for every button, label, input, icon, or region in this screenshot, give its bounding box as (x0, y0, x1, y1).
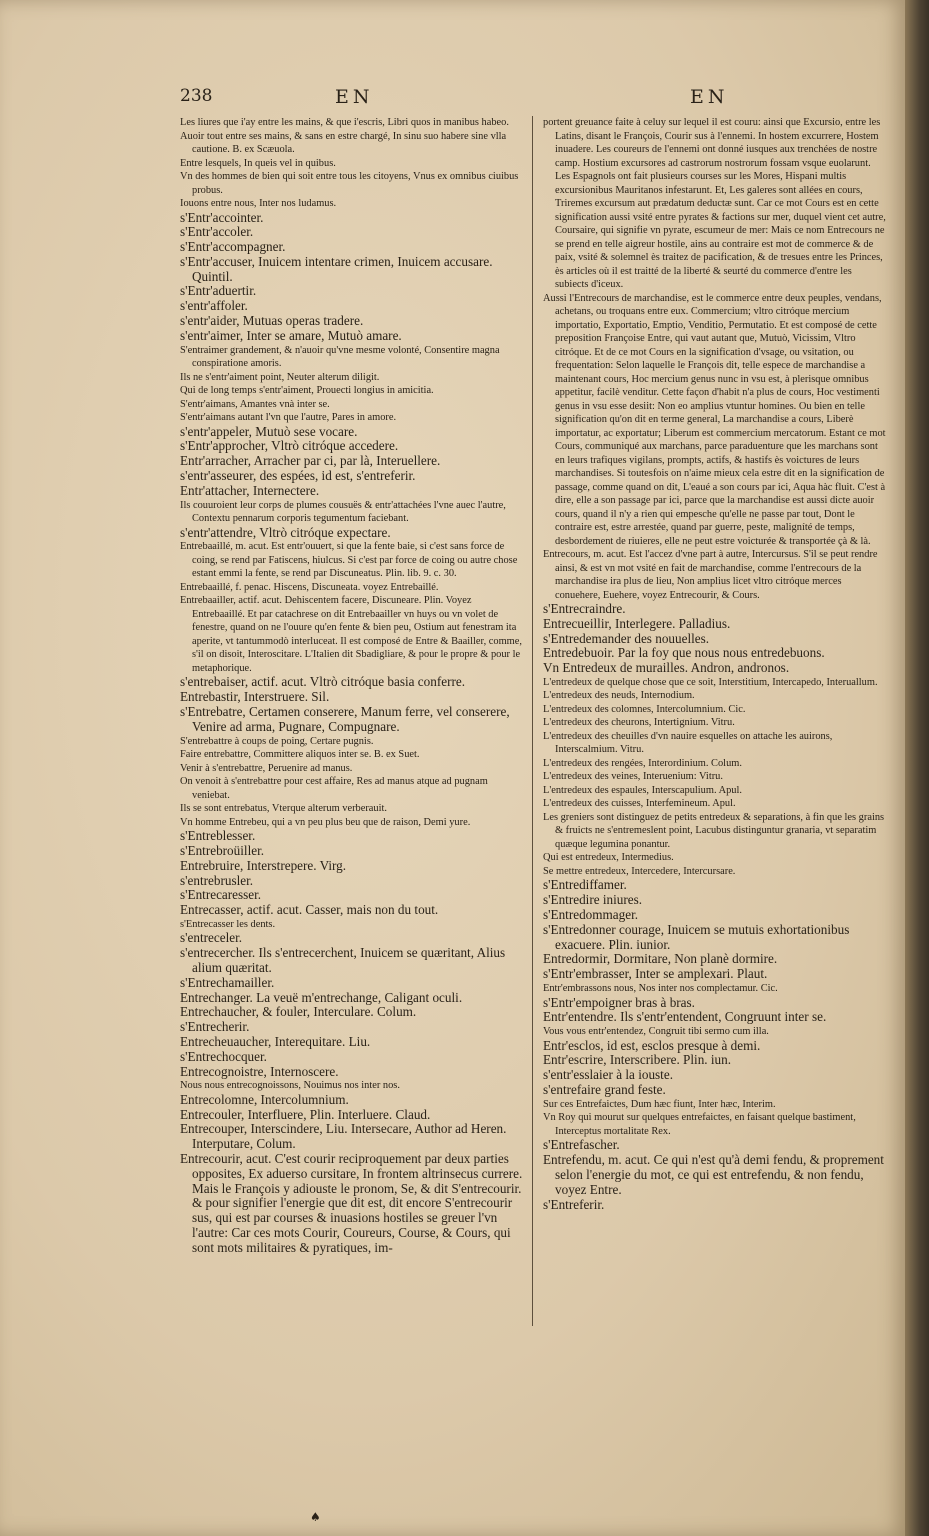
dictionary-entry: s'entreceler. (180, 930, 243, 946)
dictionary-entry: s'Entrechocquer. (180, 1048, 267, 1064)
dictionary-entry: s'entr'esslaier à la iouste. (543, 1067, 673, 1083)
dictionary-entry: Entrecognoistre, Internoscere. (180, 1063, 339, 1079)
dictionary-entry: Entrebaailler, actif. acut. Dehiscentem facere, Discuneare. Plin. Voyez Entrebaaillé. Et par catachrese on dit Entrebaailler vn huys ou vn volet de fenestre, quand on ne l'ouure qu'en fente & bien peu, Ostium aut fenestram ita aperite, vt tantummodò interluceat. Il est composé de Entre & Baailler, comme, s'il on disoit, Interoscitare. L'Italien dit Sbadigliare, & pour le propre & pour le metaphorique. (180, 595, 522, 674)
dictionary-entry: Entr'attacher, Internectere. (180, 482, 320, 498)
page-number: 238 (180, 86, 213, 106)
dictionary-entry: Vous vous entr'entendez, Congruit tibi sermo cum illa. (543, 1026, 769, 1038)
dictionary-entry: s'Entredommager. (543, 907, 639, 923)
dictionary-entry: s'entr'aimer, Inter se amare, Mutuò amare. (180, 327, 402, 343)
dictionary-entry: L'entredeux de quelque chose que ce soit, Interstitium, Intercapedo, Interuallum. (543, 676, 878, 688)
dictionary-entry: s'entr'asseurer, des espées, id est, s'entreferir. (180, 468, 416, 484)
left-column (180, 116, 525, 1338)
running-head-right: EN (690, 86, 729, 108)
dictionary-entry: Entr'embrassons nous, Nos inter nos complectamur. Cic. (543, 983, 778, 995)
dictionary-entry: Se mettre entredeux, Intercedere, Intercursare. (543, 865, 736, 877)
dictionary-entry: Entrecours, m. acut. Est l'accez d'vne part à autre, Intercursus. S'il se peut rendre ainsi, & est vn mot vsité en fait de marchandise, comme l'entrecours de la marchandise ira plus de lieu, Non amplius licet vltro citróque merces conuehere, Euehere, voyez Entrecourir, & Cours. (543, 549, 878, 601)
dictionary-entry: Entredormir, Dormitare, Non planè dormire. (543, 951, 778, 967)
dictionary-entry: Entrechaucher, & fouler, Interculare. Colum. (180, 1004, 417, 1020)
dictionary-entry: s'entr'appeler, Mutuò sese vocare. (180, 423, 358, 439)
dictionary-entry: S'entraimer grandement, & n'auoir qu'vne mesme volonté, Consentire magna conspiratione amoris. (180, 344, 500, 370)
dictionary-entry: Iouons entre nous, Inter nos ludamus. (180, 198, 337, 209)
dictionary-entry: s'Entr'accointer. (180, 209, 264, 225)
dictionary-entry: S'entrebattre à coups de poing, Certare pugnis. (180, 735, 374, 747)
dictionary-entry: s'Entredire iniures. (543, 892, 643, 908)
right-column (543, 116, 886, 1338)
dictionary-entry: Entrecheuaucher, Interequitare. Liu. (180, 1034, 371, 1049)
dictionary-entry: Entrebaaillé, m. acut. Est entr'ouuert, si que la fente baie, si c'est sans force de coing, se rend par Fatiscens, hiulcus. Si c'est par force de coing ou autre chose estant emmi la fente, se rend par Discuneatus. Plin. lib. 9. c. 30. (180, 541, 518, 580)
dictionary-entry: s'entr'aider, Mutuas operas tradere. (180, 313, 364, 329)
dictionary-entry: s'Entrebatre, Certamen conserere, Manum ferre, vel conserere, Venire ad arma, Pugnare, Compugnare. (180, 704, 510, 734)
dictionary-entry: s'Entredonner courage, Inuicem se mutuis exhortationibus exacuere. Plin. iunior. (543, 921, 850, 952)
dictionary-entry: Entrecourir, acut. C'est courir reciproquement par deux parties opposites, Ex aduerso cursitare, In frontem altrinsecus currere. Mais le François y adiouste le pronom, Se, & dit S'entrecourir. & pour signifier l'energie que dit est, dit encore S'entrecourir sus, qui est par courses & inuasions hostiles se greuer l'vn l'autre: Car ces mots Courir, Coureurs, Course, & Cours, qui sont mots militaires & pyratiques, im- (180, 1151, 523, 1255)
dictionary-entry: s'Entr'accuser, Inuicem intentare crimen, Inuicem accusare. Quintil. (180, 253, 493, 284)
dictionary-entry: s'Entr'accompagner. (180, 239, 286, 255)
dictionary-entry: L'entredeux des cuisses, Interfemineum. Apul. (543, 798, 736, 810)
dictionary-entry: s'Entrebroüiller. (180, 842, 265, 858)
dictionary-entry: s'Entrediffamer. (543, 877, 627, 893)
dictionary-entry: s'Entrecherir. (180, 1019, 250, 1035)
dictionary-entry: Qui de long temps s'entr'aiment, Prouecti longius in amicitia. (180, 385, 434, 397)
column-rule (532, 116, 533, 1326)
dictionary-entry: Les greniers sont distinguez de petits entredeux & separations, à fin que les grains & fruicts ne s'entremeslent point, Lacubus distinguntur granaria, vt separatim quæque legumina ponantur. (543, 811, 885, 850)
dictionary-entry: Entrecasser, actif. acut. Casser, mais non du tout. (180, 902, 439, 918)
dictionary-entry: Faire entrebattre, Committere aliquos inter se. B. ex Suet. (180, 749, 420, 761)
dictionary-entry: Vn homme Entrebeu, qui a vn peu plus beu que de raison, Demi yure. (180, 816, 471, 828)
dictionary-entry: L'entredeux des espaules, Interscapulium. Apul. (543, 784, 742, 796)
dictionary-entry: Les liures que i'ay entre les mains, & que i'escris, Libri quos in manibus habeo. (180, 117, 509, 128)
dictionary-entry: Sur ces Entrefaictes, Dum hæc fiunt, Inter hæc, Interim. (543, 1098, 776, 1110)
dictionary-entry: portent greuance faite à celuy sur lequel il est couru: ainsi que Excursio, entre les Latins, disant le François, Courir sus à l'ennemi. In hostem excurrere, Hostem inuadere. Les coureurs de l'ennemi ont donné iusques aux trenchées de nostre camp. Hostium excursores ad castrorum nostrorum fossam vsque euolarunt. Les Espagnols ont fait plusieurs courses sur les Mores, Hispani multis excursionibus Mauritanos infestarunt. Et, Les galeres sont allées en cours, Triremes excursum aut prædatum deductæ sunt. Car ce mot Cours est en cette signification aussi vsité entre pyrates & factions sur mer, duquel vient cet autre, Coursaire, qui signifie vn pyrate, escumeur de mer: Mais ce nom Entrecours ne se prend en telle aigreur hostile, ains au contraire est mot de commerce & de paix, vsité & solemnel ès traitez de pacification, & de tresues entre les Princes, ès articles où il est traitté de la liberté & seurté du commerce d'entre les subiects d'iceux. (543, 117, 886, 290)
dictionary-entry: s'Entr'empoigner bras à bras. (543, 994, 695, 1010)
dictionary-entry: s'Entreferir. (543, 1196, 605, 1212)
dictionary-entry: Ils se sont entrebatus, Vterque alterum verberauit. (180, 803, 387, 815)
dictionary-entry: Entredebuoir. Par la foy que nous nous entredebuons. (543, 645, 825, 661)
dictionary-entry: Entrebruire, Interstrepere. Virg. (180, 857, 347, 873)
dictionary-entry: Vn Roy qui mourut sur quelques entrefaictes, en faisant quelque bastiment, Interceptus mortalitate Rex. (543, 1112, 856, 1137)
dictionary-entry: s'Entr'approcher, Vltrò citróque accedere. (180, 438, 399, 454)
dictionary-entry: s'Entrechamailler. (180, 974, 275, 990)
dictionary-entry: s'Entr'embrasser, Inter se amplexari. Plaut. (543, 966, 768, 982)
dictionary-entry: Entrefendu, m. acut. Ce qui n'est qu'à demi fendu, & proprement selon l'energie du mot, ce qui est entrefendu, & non fendu, voyez Entre. (543, 1152, 884, 1197)
dictionary-entry: Auoir tout entre ses mains, & sans en estre chargé, In sinu suo habere sine vlla cautione. B. ex Scæuola. (180, 130, 507, 155)
dictionary-entry: S'entr'aimans, Amantes vnà inter se. (180, 398, 330, 410)
dictionary-entry: Entrecouper, Interscindere, Liu. Intersecare, Author ad Heren. Interputare, Colum. (180, 1121, 507, 1152)
dictionary-entry: Entr'entendre. Ils s'entr'entendent, Congruunt inter se. (543, 1009, 827, 1025)
dictionary-entry: L'entredeux des colomnes, Intercolumnium. Cic. (543, 703, 746, 715)
dictionary-entry: Qui est entredeux, Intermedius. (543, 852, 674, 864)
dictionary-entry: s'entrebaiser, actif. acut. Vltrò citróque basia conferre. (180, 674, 466, 690)
running-head-left: EN (335, 86, 374, 108)
dictionary-entry: Entr'esclos, id est, esclos presque à demi. (543, 1037, 761, 1053)
dictionary-entry: s'Entreblesser. (180, 828, 256, 844)
dictionary-entry: Entr'escrire, Interscribere. Plin. iun. (543, 1052, 732, 1068)
dictionary-entry: L'entredeux des cheurons, Intertignium. Vitru. (543, 717, 735, 729)
dictionary-entry: Entre lesquels, In queis vel in quibus. (180, 157, 336, 169)
dictionary-entry: s'Entrecraindre. (543, 601, 626, 616)
dictionary-entry: s'Entrecaresser. (180, 887, 262, 903)
dictionary-entry: Ils ne s'entr'aiment point, Neuter alterum diligit. (180, 371, 380, 383)
dictionary-entry: Entrebastir, Interstruere. Sil. (180, 689, 330, 705)
dictionary-entry: L'entredeux des veines, Interuenium: Vitru. (543, 771, 723, 783)
dictionary-entry: Entrecolomne, Intercolumnium. (180, 1091, 349, 1107)
dictionary-entry: Entrecouler, Interfluere, Plin. Interluere. Claud. (180, 1106, 431, 1122)
dictionary-entry: Ils couuroient leur corps de plumes cousuës & entr'attachées l'vne auec l'autre, Contextu pennarum corporis tegumentum faciebant. (180, 499, 506, 525)
dictionary-entry: Venir à s'entrebattre, Peruenire ad manus. (180, 762, 353, 774)
dictionary-entry: Vn Entredeux de murailles. Andron, andronos. (543, 660, 790, 676)
dictionary-entry: s'entrebrusler. (180, 872, 254, 888)
dictionary-entry: s'Entrefascher. (543, 1137, 620, 1153)
dictionary-entry: Nous nous entrecognoissons, Nouimus nos inter nos. (180, 1080, 400, 1092)
dictionary-entry: s'Entr'accoler. (180, 224, 254, 240)
dictionary-entry: Entr'arracher, Arracher par ci, par là, Interuellere. (180, 453, 441, 469)
dictionary-entry: s'entrecercher. Ils s'entrecerchent, Inuicem se quæritant, Alius alium quæritat. (180, 945, 506, 976)
dictionary-entry: Entrecueillir, Interlegere. Palladius. (543, 615, 731, 631)
dictionary-entry: S'entr'aimans autant l'vn que l'autre, Pares in amore. (180, 412, 397, 424)
dictionary-entry: s'entrefaire grand feste. (543, 1082, 666, 1098)
dictionary-entry: s'entr'affoler. (180, 298, 248, 314)
page-header (0, 86, 905, 110)
printer-ornament: ♠ (310, 1510, 321, 1524)
dictionary-entry: s'Entrecasser les dents. (180, 918, 276, 930)
dictionary-entry: s'entr'attendre, Vltrò citróque expectare. (180, 524, 391, 540)
dictionary-entry: Vn des hommes de bien qui soit entre tous les citoyens, Vnus ex omnibus ciuibus probus. (180, 171, 519, 196)
dictionary-entry: L'entredeux des rengées, Interordinium. Colum. (543, 757, 742, 769)
dictionary-entry: s'Entredemander des nouuelles. (543, 630, 710, 646)
dictionary-entry: L'entredeux des cheuilles d'vn nauire esquelles on attache les auirons, Interscalmium. Vitru. (543, 730, 833, 756)
dictionary-entry: Aussi l'Entrecours de marchandise, est le commerce entre deux peuples, vendans, achetans, ou troquans entre eux. Commercium; vltro citróque mercium importatio, Exportatio, Emptio, Venditio, Permutatio. Et est composé de cette preposition Françoise Entre, qui vaut autant que, Mutuò, Vicissim, Vltro citróque. Et de ce mot Cours en la signification d'vsage, ou vsitation, ou frequentation: Selon laquelle le François dit, telle espece de marchandise a maintenant cours, Hoc mercium genus nunc in vsu est, à plerisque omnibus appetitur, facilè venditur. Cette façon d'habit n'a plus de cours, Hoc vestimenti genus in vsu esse desiit: Non eo amplius vtuntur homines. Ou bien en telle signification qu'on dit en terme general, La marchandise a cours, Liberè importatur, ac exportatur; Liberum est commercium mercatorum. Estant ce mot Cours, communiqué aux marchans, parce paraduenture que les marchans sont en leurs trafiques vigilans, prompts, actifs, & hastifs ès voictures de leurs marchandises. Si toutesfois on n'aime mieux cela estre dit en la signification de passage, comme quand on dit, L'eaué a son cours par ici, Aqua hàc fluit. C'est à dire, elle a son passage par ici, parce que la marchandise est aussi dicte auoir cours, quand il n'y a rien qui empesche qu'elle ne passe par tout, Dont le contraire est, estre arrestée, quand par guerre, peste, maligníté de temps, desbordement de riuieres, elle ne peut estre voicturée & transportée çà & là. (543, 292, 886, 547)
dictionary-entry: s'Entr'aduertir. (180, 283, 257, 299)
dictionary-entry: L'entredeux des neuds, Internodium. (543, 690, 695, 702)
page-edge (905, 0, 929, 1536)
dictionary-entry: Entrechanger. La veuë m'entrechange, Caligant oculi. (180, 989, 463, 1005)
dictionary-entry: On venoit à s'entrebattre pour cest affaire, Res ad manus atque ad pugnam veniebat. (180, 776, 488, 801)
dictionary-entry: Entrebaaillé, f. penac. Hiscens, Discuneata. voyez Entrebaillé. (180, 581, 439, 593)
